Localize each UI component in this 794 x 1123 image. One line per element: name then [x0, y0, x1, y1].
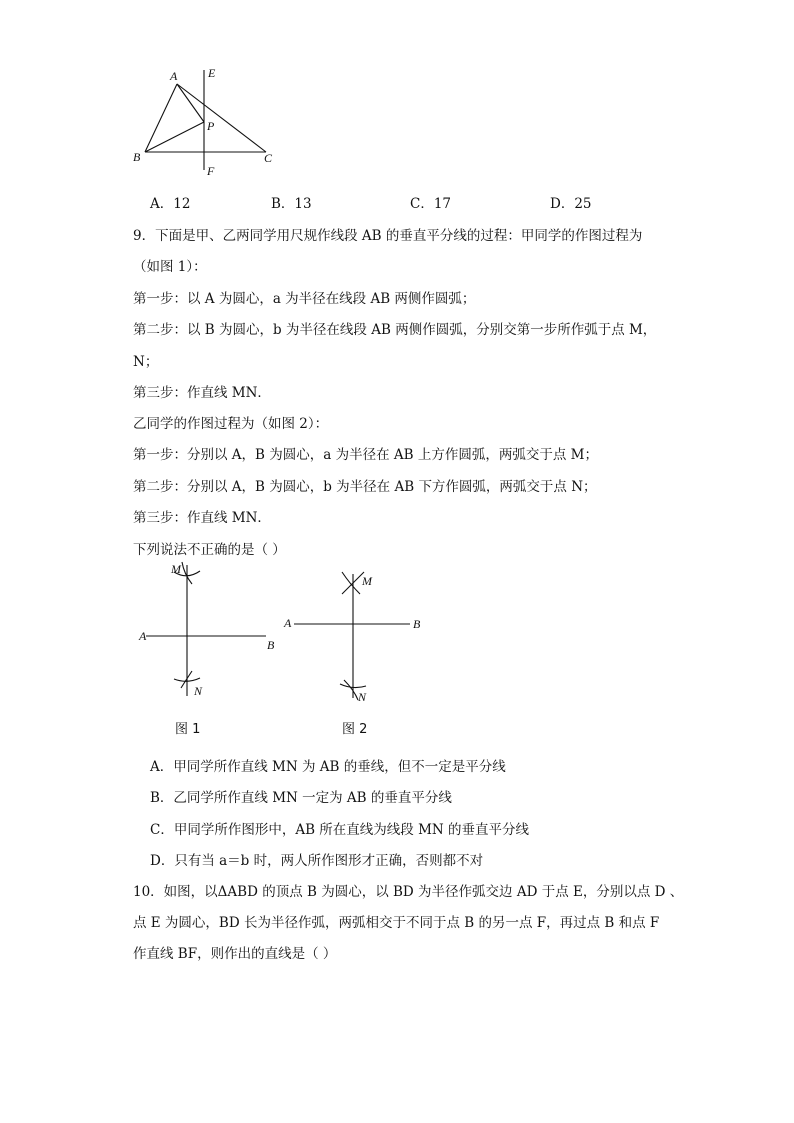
fig1-caption: 图 1 [175, 722, 201, 737]
q9-jia-step2-b: N； [133, 354, 159, 370]
fig2-label-m: M [362, 574, 372, 588]
q9-option-c[interactable]: C．甲同学所作图形中，AB 所在直线为线段 MN 的垂直平分线 [150, 822, 530, 838]
q9-option-b[interactable]: B．乙同学所作直线 MN 一定为 AB 的垂直平分线 [150, 790, 452, 806]
label-b: B [133, 150, 141, 164]
label-e: E [208, 66, 216, 80]
q9-option-d[interactable]: D．只有当 a＝b 时，两人所作图形才正确，否则都不对 [150, 853, 484, 869]
q9-stem-line2: （如图 1）： [133, 259, 207, 275]
fig2-caption: 图 2 [342, 722, 368, 737]
q9-stem-line1: 9．下面是甲、乙两同学用尺规作线段 AB 的垂直平分线的过程：甲同学的作图过程为 [133, 228, 643, 244]
q9-yi-step1: 第一步：分别以 A，B 为圆心，a 为半径在 AB 上方作圆弧，两弧交于点 M； [133, 447, 598, 463]
label-a: A [170, 69, 178, 83]
fig1-label-a: A [139, 629, 147, 643]
q9-jia-step2-a: 第二步：以 B 为圆心，b 为半径在线段 AB 两侧作圆弧，分别交第一步所作弧于点 M， [133, 322, 657, 338]
q9-question: 下列说法不正确的是（ ） [133, 542, 286, 558]
fig1-label-m: M [171, 562, 181, 576]
q8-option-b[interactable]: B．13 [271, 196, 312, 212]
segment-bp [145, 122, 204, 152]
q9-jia-step1: 第一步：以 A 为圆心，a 为半径在线段 AB 两侧作圆弧； [133, 291, 476, 307]
q9-yi-step2: 第二步：分别以 A，B 为圆心，b 为半径在 AB 下方作圆弧，两弧交于点 N； [133, 479, 597, 495]
q9-option-a[interactable]: A．甲同学所作直线 MN 为 AB 的垂线，但不一定是平分线 [150, 759, 506, 775]
q8-option-a[interactable]: A．12 [150, 196, 191, 212]
fig2-label-b: B [413, 617, 421, 631]
q8-option-c[interactable]: C．17 [410, 196, 452, 212]
label-p: P [207, 119, 215, 133]
fig1-label-b: B [267, 638, 275, 652]
q10-line3: 作直线 BF，则作出的直线是（ ） [133, 946, 337, 962]
segment-ab [145, 84, 177, 152]
q10-line2: 点 E 为圆心，BD 长为半径作弧，两弧相交于不同于点 B 的另一点 F，再过点 B 和点 F [133, 915, 660, 931]
q9-jia-step3: 第三步：作直线 MN． [133, 385, 271, 401]
fig1-label-n: N [194, 684, 203, 698]
q8-triangle-figure [128, 62, 288, 180]
fig2-label-a: A [284, 616, 292, 630]
fig2-arc-n2 [344, 680, 358, 700]
segment-ac [177, 84, 266, 152]
label-f: F [207, 164, 215, 178]
q9-yi-intro: 乙同学的作图过程为（如图 2）： [133, 416, 329, 432]
q9-figure-1 [134, 560, 294, 740]
q10-line1: 10．如图，以ΔABD 的顶点 B 为圆心，以 BD 为半径作弧交边 AD 于点 E，分别以点 D 、 [133, 884, 684, 900]
segment-ap [177, 84, 204, 122]
q8-option-d[interactable]: D．25 [550, 196, 592, 212]
q9-yi-step3: 第三步：作直线 MN． [133, 510, 271, 526]
label-c: C [264, 151, 273, 165]
fig2-label-n: N [358, 690, 367, 704]
q9-figure-2 [280, 560, 440, 740]
